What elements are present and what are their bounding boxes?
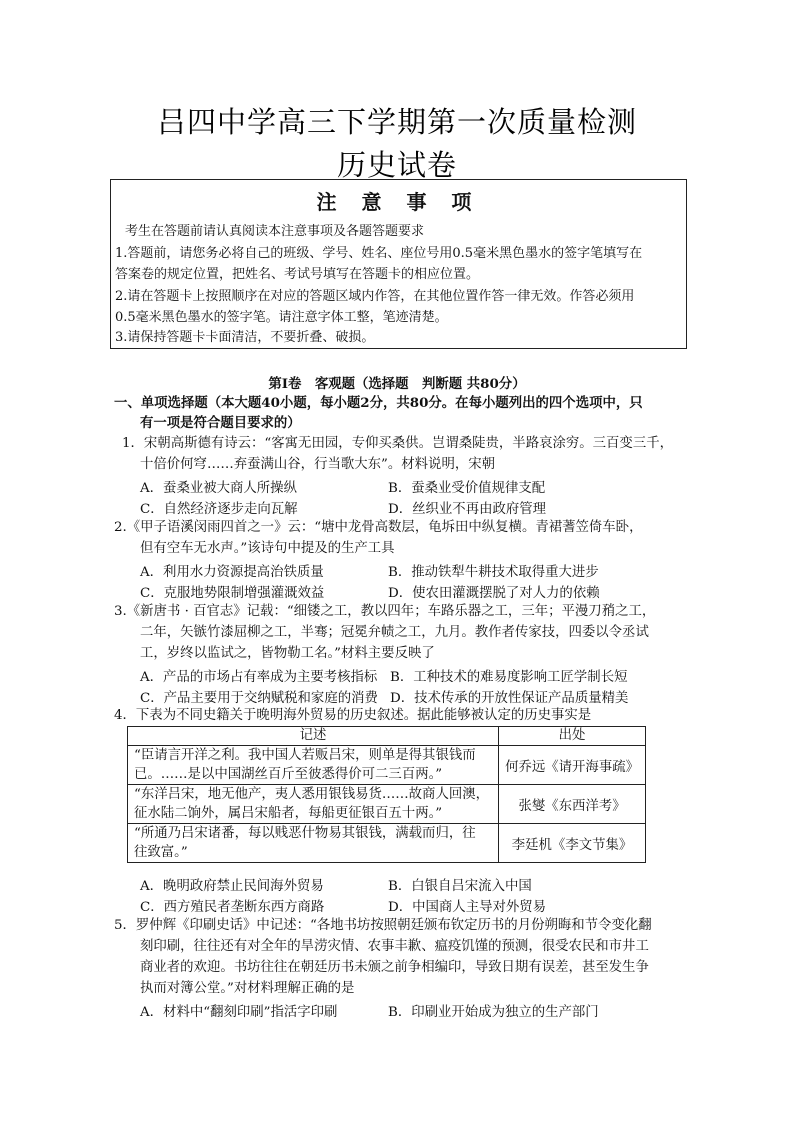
section-title: 第Ⅰ卷 客观题（选择题 判断题 共80分） xyxy=(268,376,526,392)
question-4-option-b: B．白银自吕宋流入中国 xyxy=(388,879,532,894)
question-5-option-b: B．印刷业开始成为独立的生产部门 xyxy=(388,1005,599,1020)
part-heading: 一、单项选择题（本大题40小题，每小题2分，共80分。在每小题列出的四个选项中，只 xyxy=(114,395,643,411)
record-line: “臣请言开洋之利。我中国人若贩吕宋，则单是得其银钱而 xyxy=(134,748,476,763)
table-cell-record xyxy=(128,746,499,785)
table-cell-source: 何乔远《请开海事疏》 xyxy=(499,746,646,785)
question-5-stem: 执而对簿公堂。”对材料理解正确的是 xyxy=(140,981,355,996)
question-2-option-c: C．克服地势限制增强灌溉效益 xyxy=(140,586,325,601)
table-row xyxy=(128,746,646,785)
question-1-option-c: C．自然经济逐步走向瓦解 xyxy=(140,502,298,517)
question-2-option-a: A．利用水力资源提高治铁质量 xyxy=(140,565,324,580)
question-5-stem: 商业者的欢迎。书坊往往在朝廷历书未颁之前争相编印，导致日期有误差，甚至发生争 xyxy=(140,960,649,975)
table-header-source: 出处 xyxy=(499,727,646,746)
notice-line: 0.5毫米黑色墨水的签字笔。请注意字体工整，笔迹清楚。 xyxy=(115,310,448,325)
record-line: “所通乃吕宋诸番，每以贱恶什物易其银钱，满载而归，往 xyxy=(134,826,476,841)
record-line: 往致富。” xyxy=(134,845,188,860)
record-line: 征水陆二饷外，属吕宋船者，每船更征银百五十两。” xyxy=(134,806,443,821)
table-row xyxy=(128,785,646,824)
question-3-stem: 二年，矢镞竹漆屈柳之工，半骞；冠冕弁帻之工，九月。教作者传家技，四委以令丞试 xyxy=(140,625,649,640)
question-4-stem: 4．下表为不同史籍关于晚明海外贸易的历史叙述。据此能够被认定的历史事实是 xyxy=(114,708,592,723)
question-3-option-d: D．技术传承的开放性保证产品质量精美 xyxy=(390,691,629,706)
notice-box xyxy=(110,179,687,349)
notice-line: 考生在答题前请认真阅读本注意事项及各题答题要求 xyxy=(125,224,425,239)
question-2-stem: 2.《甲子语溪闵雨四首之一》云：“塘中龙骨高数层，龟坼田中纵复横。青裙蓍笠倚车卧， xyxy=(114,520,643,535)
question-4-option-c: C．西方殖民者垄断东西方商路 xyxy=(140,900,325,915)
table-header-record: 记述 xyxy=(128,727,499,746)
question-3-stem: 3.《新唐书 · 百官志》记载：“细镂之工，教以四年；车路乐器之工，三年；平漫刀矟之工， xyxy=(114,604,656,619)
question-2-stem: 但有空车无水声。”该诗句中提及的生产工具 xyxy=(140,541,395,556)
question-1-stem: 十倍价何穹……弃蚕满山谷，行当歌大东”。材料说明，宋朝 xyxy=(140,457,496,472)
exam-subtitle: 历史试卷 xyxy=(336,148,457,182)
table-cell-source: 李廷机《李文节集》 xyxy=(499,824,646,863)
notice-line: 1.答题前，请您务必将自己的班级、学号、姓名、座位号用0.5毫米黑色墨水的签字笔填写在 xyxy=(115,246,643,261)
question-3-option-a: A．产品的市场占有率成为主要考核指标 xyxy=(140,670,378,685)
notice-line: 答案卷的规定位置，把姓名、考试号填写在答题卡的相应位置。 xyxy=(115,267,480,282)
notice-line: 3.请保持答题卡卡面清洁，不要折叠、破损。 xyxy=(115,330,375,345)
question-2-option-d: D．使农田灌溉摆脱了对人力的依赖 xyxy=(388,586,600,601)
record-line: “东洋吕宋，地无他产，夷人悉用银钱易货……故商人回澳， xyxy=(134,787,490,802)
notice-heading: 注 意 事 项 xyxy=(316,190,481,214)
table-cell-record xyxy=(128,824,499,863)
notice-line: 2.请在答题卡上按照顺序在对应的答题区域内作答，在其他位置作答一律无效。作答必须用 xyxy=(115,289,635,304)
question-3-stem: 工，岁终以监试之，皆物勒工名。”材料主要反映了 xyxy=(140,646,435,661)
question-3-option-b: B．工种技术的难易度影响工匠学制长短 xyxy=(390,670,628,685)
part-heading-cont: 有一项是符合题目要求的） xyxy=(140,415,301,431)
question-1-option-b: B．蚕桑业受价值规律支配 xyxy=(388,481,546,496)
question-1-option-a: A．蚕桑业被大商人所操纵 xyxy=(140,481,297,496)
table-row xyxy=(128,824,646,863)
exam-title: 吕四中学高三下学期第一次质量检测 xyxy=(156,105,637,139)
question-2-option-b: B．推动铁犁牛耕技术取得重大进步 xyxy=(388,565,599,580)
question-3-option-c: C．产品主要用于交纳赋税和家庭的消费 xyxy=(140,691,378,706)
table-cell-source: 张燮《东西洋考》 xyxy=(499,785,646,824)
question-1-option-d: D．丝织业不再由政府管理 xyxy=(388,502,547,517)
record-line: 已。……是以中国湖丝百斤至彼悉得价可二三百两。” xyxy=(134,767,443,782)
question-5-stem: 刻印刷，往往还有对全年的旱涝灾情、农事丰歉、瘟疫饥馑的预测，很受农民和市井工 xyxy=(140,939,649,954)
question-5-option-a: A．材料中“翻刻印刷”指活字印刷 xyxy=(140,1005,338,1020)
table-header-row xyxy=(128,727,646,746)
question-1-stem: 1．宋朝高斯德有诗云：“客寓无田园，专仰买桑供。岂谓桑陡贵，半路哀涂穷。三百变三千， xyxy=(122,436,673,451)
table-cell-record xyxy=(128,785,499,824)
question-4-option-d: D．中国商人主导对外贸易 xyxy=(388,900,547,915)
question-4-option-a: A．晚明政府禁止民间海外贸易 xyxy=(140,879,324,894)
source-table xyxy=(127,726,646,863)
question-5-stem: 5．罗仲辉《印刷史话》中记述：“各地书坊按照朝廷颁布钦定历书的月份朔晦和节令变化翻 xyxy=(114,918,652,933)
